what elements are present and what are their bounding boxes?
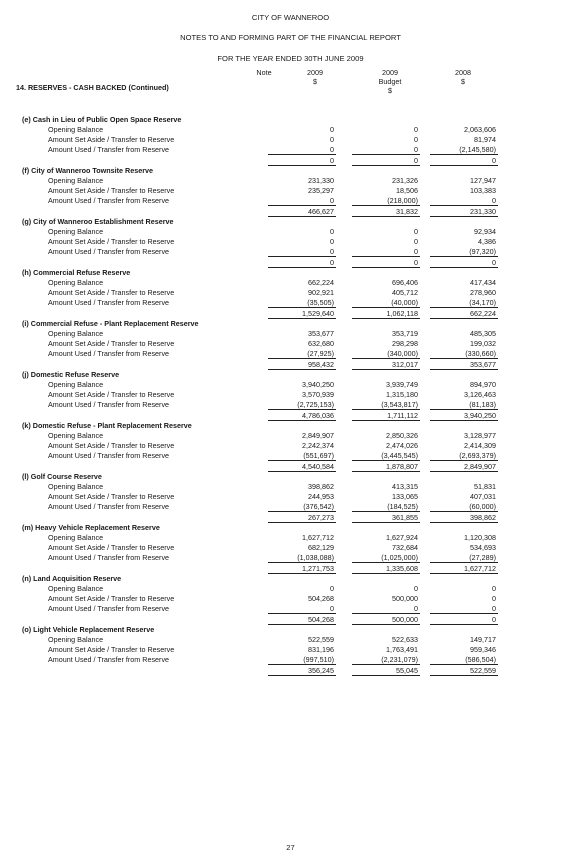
value-cell: 3,940,250	[302, 380, 334, 389]
total-cell: 1,878,807	[386, 462, 418, 471]
total-cell: 0	[330, 258, 334, 267]
row-label: Amount Set Aside / Transfer to Reserve	[48, 288, 175, 297]
col2-year: 2009	[382, 68, 398, 77]
section-title: (g) City of Wanneroo Establishment Reserve	[22, 217, 174, 226]
row-label: Amount Set Aside / Transfer to Reserve	[48, 237, 175, 246]
value-cell: 0	[330, 247, 334, 256]
total-cell: 398,862	[470, 513, 496, 522]
section-title: (i) Commercial Refuse - Plant Replacement Reserve	[22, 319, 199, 328]
value-cell: 398,862	[308, 482, 334, 491]
total-cell: 522,559	[470, 666, 496, 675]
value-cell: 0	[330, 584, 334, 593]
value-cell: (376,542)	[303, 502, 334, 511]
col3-unit: $	[461, 77, 465, 86]
report-title: NOTES TO AND FORMING PART OF THE FINANCIAL REPORT	[180, 33, 401, 42]
total-underline	[430, 675, 498, 676]
total-underline	[268, 165, 336, 166]
total-underline	[430, 318, 498, 319]
total-underline	[430, 369, 498, 370]
value-cell: (60,000)	[469, 502, 496, 511]
value-cell: (2,145,580)	[459, 145, 496, 154]
total-underline	[352, 165, 420, 166]
total-underline	[268, 369, 336, 370]
total-underline	[352, 471, 420, 472]
total-underline	[268, 675, 336, 676]
value-cell: (3,543,817)	[381, 400, 418, 409]
section-title: (h) Commercial Refuse Reserve	[22, 268, 131, 277]
subtotal-rule	[268, 664, 336, 665]
row-label: Amount Set Aside / Transfer to Reserve	[48, 441, 175, 450]
value-cell: 3,128,977	[464, 431, 496, 440]
total-underline	[352, 624, 420, 625]
value-cell: (27,925)	[307, 349, 334, 358]
section-title: (m) Heavy Vehicle Replacement Reserve	[22, 523, 160, 532]
value-cell: (40,000)	[391, 298, 418, 307]
value-cell: 0	[492, 594, 496, 603]
value-cell: 1,627,712	[302, 533, 334, 542]
row-label: Amount Used / Transfer from Reserve	[48, 604, 170, 613]
value-cell: (34,170)	[469, 298, 496, 307]
section-title: (f) City of Wanneroo Townsite Reserve	[22, 166, 153, 175]
row-label: Opening Balance	[48, 227, 104, 236]
value-cell: 0	[330, 145, 334, 154]
row-label: Opening Balance	[48, 278, 104, 287]
note-title: 14. RESERVES - CASH BACKED (Continued)	[16, 83, 169, 92]
total-cell: 958,432	[308, 360, 334, 369]
section-title: (k) Domestic Refuse - Plant Replacement Reserve	[22, 421, 192, 430]
value-cell: (340,000)	[387, 349, 418, 358]
row-label: Amount Set Aside / Transfer to Reserve	[48, 645, 175, 654]
value-cell: 0	[492, 584, 496, 593]
total-underline	[352, 522, 420, 523]
subtotal-rule	[268, 460, 336, 461]
value-cell: 0	[414, 604, 418, 613]
value-cell: 0	[414, 237, 418, 246]
total-cell: 662,224	[470, 309, 496, 318]
total-cell: 504,268	[308, 615, 334, 624]
subtotal-rule	[352, 664, 420, 665]
row-label: Opening Balance	[48, 329, 104, 338]
subtotal-rule	[430, 460, 498, 461]
row-label: Amount Used / Transfer from Reserve	[48, 553, 170, 562]
row-label: Opening Balance	[48, 176, 104, 185]
value-cell: 500,000	[392, 594, 418, 603]
value-cell: 0	[330, 196, 334, 205]
value-cell: (997,510)	[303, 655, 334, 664]
value-cell: 353,677	[308, 329, 334, 338]
total-underline	[268, 420, 336, 421]
total-cell: 353,677	[470, 360, 496, 369]
value-cell: 2,242,374	[302, 441, 334, 450]
total-underline	[268, 624, 336, 625]
subtotal-rule	[268, 154, 336, 155]
total-cell: 361,855	[392, 513, 418, 522]
value-cell: 417,434	[470, 278, 496, 287]
subtotal-rule	[352, 511, 420, 512]
row-label: Amount Used / Transfer from Reserve	[48, 400, 170, 409]
subtotal-rule	[268, 307, 336, 308]
value-cell: 2,850,326	[386, 431, 418, 440]
total-underline	[268, 573, 336, 574]
total-cell: 0	[492, 258, 496, 267]
value-cell: (2,725,153)	[297, 400, 334, 409]
col3-year: 2008	[455, 68, 471, 77]
report-period: FOR THE YEAR ENDED 30TH JUNE 2009	[217, 54, 364, 63]
row-label: Opening Balance	[48, 635, 104, 644]
value-cell: 632,680	[308, 339, 334, 348]
total-cell: 231,330	[470, 207, 496, 216]
value-cell: (27,289)	[469, 553, 496, 562]
total-cell: 0	[330, 156, 334, 165]
section-title: (e) Cash in Lieu of Public Open Space Reserve	[22, 115, 182, 124]
subtotal-rule	[430, 154, 498, 155]
col1-unit: $	[313, 77, 317, 86]
total-cell: 4,540,584	[302, 462, 334, 471]
total-underline	[352, 573, 420, 574]
total-underline	[430, 471, 498, 472]
value-cell: 103,383	[470, 186, 496, 195]
row-label: Amount Used / Transfer from Reserve	[48, 247, 170, 256]
total-underline	[430, 267, 498, 268]
value-cell: 244,953	[308, 492, 334, 501]
section-title: (j) Domestic Refuse Reserve	[22, 370, 120, 379]
subtotal-rule	[352, 307, 420, 308]
total-underline	[352, 675, 420, 676]
total-cell: 0	[492, 156, 496, 165]
total-cell: 3,940,250	[464, 411, 496, 420]
value-cell: (2,231,079)	[381, 655, 418, 664]
subtotal-rule	[352, 613, 420, 614]
value-cell: 682,129	[308, 543, 334, 552]
value-cell: 0	[492, 604, 496, 613]
value-cell: 149,717	[470, 635, 496, 644]
total-cell: 55,045	[396, 666, 418, 675]
value-cell: 81,974	[474, 135, 496, 144]
value-cell: 894,970	[470, 380, 496, 389]
subtotal-rule	[352, 409, 420, 410]
subtotal-rule	[430, 613, 498, 614]
subtotal-rule	[430, 409, 498, 410]
value-cell: 2,849,907	[302, 431, 334, 440]
value-cell: (1,025,000)	[381, 553, 418, 562]
total-underline	[268, 471, 336, 472]
value-cell: (218,000)	[387, 196, 418, 205]
note-column-label: Note	[256, 68, 272, 77]
total-cell: 267,273	[308, 513, 334, 522]
organization-name: CITY OF WANNEROO	[251, 13, 330, 22]
value-cell: 831,196	[308, 645, 334, 654]
subtotal-rule	[430, 511, 498, 512]
value-cell: 0	[414, 584, 418, 593]
total-underline	[352, 369, 420, 370]
subtotal-rule	[352, 256, 420, 257]
row-label: Amount Used / Transfer from Reserve	[48, 145, 170, 154]
total-underline	[430, 216, 498, 217]
value-cell: 235,297	[308, 186, 334, 195]
total-underline	[352, 318, 420, 319]
total-cell: 1,062,118	[386, 309, 418, 318]
subtotal-rule	[352, 460, 420, 461]
value-cell: 92,934	[474, 227, 496, 236]
value-cell: 0	[330, 135, 334, 144]
value-cell: (1,038,088)	[297, 553, 334, 562]
value-cell: 0	[492, 196, 496, 205]
total-cell: 1,711,112	[387, 411, 418, 420]
value-cell: 0	[330, 125, 334, 134]
subtotal-rule	[352, 154, 420, 155]
value-cell: 407,031	[470, 492, 496, 501]
value-cell: (35,505)	[307, 298, 334, 307]
value-cell: 1,315,180	[386, 390, 418, 399]
value-cell: (81,183)	[469, 400, 496, 409]
subtotal-rule	[430, 307, 498, 308]
total-underline	[268, 216, 336, 217]
value-cell: 485,305	[470, 329, 496, 338]
subtotal-rule	[268, 613, 336, 614]
value-cell: 959,346	[470, 645, 496, 654]
value-cell: 4,386	[478, 237, 496, 246]
value-cell: 1,120,308	[464, 533, 496, 542]
value-cell: 2,474,026	[386, 441, 418, 450]
row-label: Amount Set Aside / Transfer to Reserve	[48, 135, 175, 144]
value-cell: 0	[414, 135, 418, 144]
total-cell: 1,529,640	[302, 309, 334, 318]
subtotal-rule	[430, 205, 498, 206]
value-cell: 732,684	[392, 543, 418, 552]
value-cell: 504,268	[308, 594, 334, 603]
value-cell: 51,831	[474, 482, 496, 491]
value-cell: 0	[414, 247, 418, 256]
value-cell: 3,570,939	[302, 390, 334, 399]
subtotal-rule	[430, 562, 498, 563]
total-cell: 0	[492, 615, 496, 624]
subtotal-rule	[268, 358, 336, 359]
value-cell: 3,939,749	[386, 380, 418, 389]
row-label: Amount Used / Transfer from Reserve	[48, 196, 170, 205]
subtotal-rule	[352, 205, 420, 206]
value-cell: 0	[414, 145, 418, 154]
value-cell: 902,921	[308, 288, 334, 297]
col2-unit: $	[388, 86, 392, 95]
value-cell: 522,559	[308, 635, 334, 644]
total-cell: 466,627	[308, 207, 334, 216]
total-underline	[430, 573, 498, 574]
subtotal-rule	[352, 358, 420, 359]
value-cell: 1,763,491	[386, 645, 418, 654]
section-title: (n) Land Acquisition Reserve	[22, 574, 122, 583]
row-label: Amount Set Aside / Transfer to Reserve	[48, 543, 175, 552]
col2-sub: Budget	[378, 77, 402, 86]
row-label: Opening Balance	[48, 380, 104, 389]
value-cell: 662,224	[308, 278, 334, 287]
subtotal-rule	[268, 256, 336, 257]
page-number: 27	[286, 843, 295, 852]
row-label: Amount Set Aside / Transfer to Reserve	[48, 390, 175, 399]
total-cell: 500,000	[392, 615, 418, 624]
value-cell: 353,719	[392, 329, 418, 338]
value-cell: 0	[330, 237, 334, 246]
row-label: Amount Set Aside / Transfer to Reserve	[48, 186, 175, 195]
value-cell: (551,697)	[303, 451, 334, 460]
row-label: Opening Balance	[48, 125, 104, 134]
total-cell: 4,786,036	[302, 411, 334, 420]
value-cell: 405,712	[392, 288, 418, 297]
value-cell: 2,414,309	[464, 441, 496, 450]
value-cell: 199,032	[470, 339, 496, 348]
value-cell: (586,504)	[465, 655, 496, 664]
value-cell: (330,660)	[465, 349, 496, 358]
total-underline	[268, 267, 336, 268]
subtotal-rule	[268, 511, 336, 512]
total-underline	[352, 216, 420, 217]
value-cell: 522,633	[392, 635, 418, 644]
row-label: Amount Set Aside / Transfer to Reserve	[48, 594, 175, 603]
total-cell: 0	[414, 156, 418, 165]
total-cell: 312,017	[392, 360, 418, 369]
value-cell: 0	[330, 227, 334, 236]
value-cell: 0	[330, 604, 334, 613]
value-cell: 18,506	[396, 186, 418, 195]
subtotal-rule	[430, 358, 498, 359]
subtotal-rule	[268, 205, 336, 206]
value-cell: 133,065	[392, 492, 418, 501]
total-cell: 1,627,712	[464, 564, 496, 573]
row-label: Opening Balance	[48, 584, 104, 593]
value-cell: 3,126,463	[464, 390, 496, 399]
total-underline	[268, 318, 336, 319]
total-underline	[268, 522, 336, 523]
total-underline	[430, 165, 498, 166]
total-underline	[430, 420, 498, 421]
value-cell: 0	[414, 125, 418, 134]
value-cell: 127,947	[470, 176, 496, 185]
row-label: Amount Used / Transfer from Reserve	[48, 655, 170, 664]
section-title: (o) Light Vehicle Replacement Reserve	[22, 625, 155, 634]
row-label: Amount Set Aside / Transfer to Reserve	[48, 492, 175, 501]
value-cell: 534,693	[470, 543, 496, 552]
row-label: Opening Balance	[48, 431, 104, 440]
subtotal-rule	[268, 562, 336, 563]
row-label: Amount Used / Transfer from Reserve	[48, 298, 170, 307]
value-cell: 231,326	[392, 176, 418, 185]
value-cell: 278,960	[470, 288, 496, 297]
row-label: Amount Used / Transfer from Reserve	[48, 349, 170, 358]
section-title: (l) Golf Course Reserve	[22, 472, 102, 481]
subtotal-rule	[430, 664, 498, 665]
total-cell: 31,832	[396, 207, 418, 216]
total-underline	[352, 420, 420, 421]
value-cell: (184,525)	[387, 502, 418, 511]
value-cell: 0	[414, 227, 418, 236]
total-cell: 1,335,608	[386, 564, 418, 573]
value-cell: 413,315	[392, 482, 418, 491]
total-cell: 0	[414, 258, 418, 267]
row-label: Amount Used / Transfer from Reserve	[48, 451, 170, 460]
row-label: Opening Balance	[48, 533, 104, 542]
row-label: Amount Used / Transfer from Reserve	[48, 502, 170, 511]
subtotal-rule	[352, 562, 420, 563]
row-label: Opening Balance	[48, 482, 104, 491]
total-underline	[430, 522, 498, 523]
total-cell: 2,849,907	[464, 462, 496, 471]
value-cell: (3,445,545)	[381, 451, 418, 460]
row-label: Amount Set Aside / Transfer to Reserve	[48, 339, 175, 348]
total-underline	[430, 624, 498, 625]
subtotal-rule	[430, 256, 498, 257]
subtotal-rule	[268, 409, 336, 410]
value-cell: 696,406	[392, 278, 418, 287]
col1-year: 2009	[307, 68, 323, 77]
value-cell: 298,298	[392, 339, 418, 348]
value-cell: 2,063,606	[464, 125, 496, 134]
total-cell: 356,245	[308, 666, 334, 675]
value-cell: (2,693,379)	[459, 451, 496, 460]
value-cell: 1,627,924	[386, 533, 418, 542]
total-cell: 1,271,753	[302, 564, 334, 573]
total-underline	[352, 267, 420, 268]
value-cell: 231,330	[308, 176, 334, 185]
value-cell: (97,320)	[469, 247, 496, 256]
